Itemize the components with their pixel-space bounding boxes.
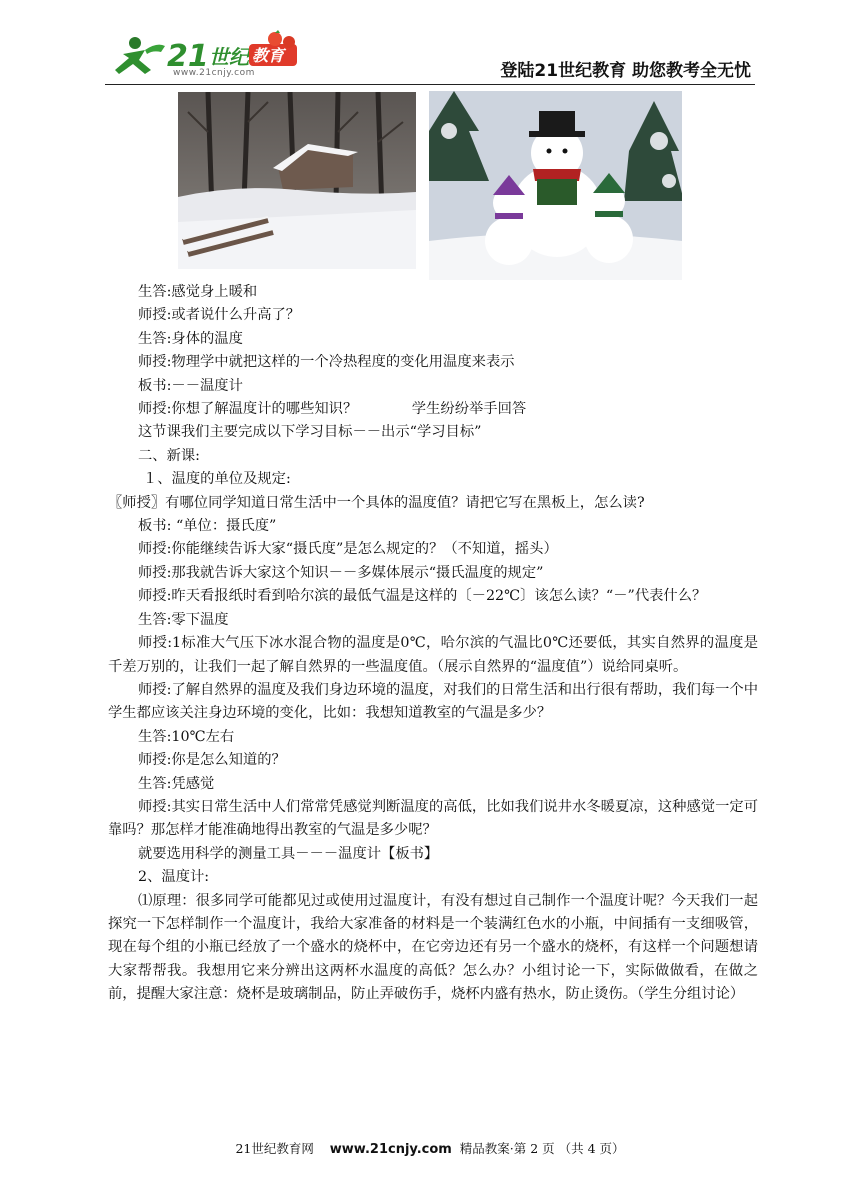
dialogue-line: 师授:那我就告诉大家这个知识－－多媒体展示“摄氏温度的规定” [138,564,544,581]
dialogue-line: 师授:物理学中就把这样的一个冷热程度的变化用温度来表示 [138,354,515,371]
dialogue-line: 师授:你想了解温度计的哪些知识？ 学生纷纷举手回答 [138,401,527,418]
page-header [105,30,755,86]
dialogue-line: 板书: “单位：摄氏度” [138,518,277,535]
dialogue-line: 就要选用科学的测量工具－－－温度计【板书】 [138,845,439,862]
footer-page-info: 精品教案·第 2 页 （共 4 页） [459,1141,625,1156]
svg-text:21: 21 [167,39,209,74]
dialogue-line: 生答:身体的温度 [138,330,243,347]
section-heading: 二、新课: [138,447,201,464]
dialogue-line: 师授:你是怎么知道的？ [138,752,286,769]
header-slogan: 登陆21世纪教育 助您教考全无忧 [500,61,751,81]
subsection-heading: １、温度的单位及规定: [143,471,291,488]
snowmen-photo [429,91,682,280]
subsection-heading: 2、温度计: [138,869,210,886]
dialogue-line: ⑴原理：很多同学可能都见过或使用过温度计，有没有想过自己制作一个温度计呢？今天我们一起探究一下怎样制作一个温度计，我给大家准备的材料是一个装满红色水的小瓶，中间插有一支细吸管，现在每个组的小瓶已经放了一个盛水的烧杯中，在它旁边还有另一个盛水的烧杯，有这样一个问题想请大家帮帮我。我想用它来分辨出这两杯水温度的高低？怎么办？小组讨论一下，实际做做看，在做之前，提醒大家注意：烧杯是玻璃制品，防止弄破伤手，烧杯内盛有热水，防止烫伤。（学生分组讨论） [108,892,758,1003]
dialogue-line: 板书:－－温度计 [138,377,243,394]
dialogue-line: 师授:你能继续告诉大家“摄氏度”是怎么规定的？（不知道，摇头） [138,541,558,558]
logo-url: www.21cnjy.com [173,68,255,78]
dialogue-line: 生答:凭感觉 [138,775,215,792]
header-divider [105,84,755,85]
lesson-body [108,281,758,1007]
page-footer [0,1139,860,1157]
dialogue-line: 生答:10℃左右 [138,728,235,745]
dialogue-line: 师授:其实日常生活中人们常常凭感觉判断温度的高低，比如我们说井水冬暖夏凉，这种感觉一定可靠吗？那怎样才能准确地得出教室的气温是多少呢？ [108,798,758,839]
dialogue-line: 师授:昨天看报纸时看到哈尔滨的最低气温是这样的〔－22℃〕该怎么读？“－”代表什么？ [138,588,707,605]
dialogue-line: 师授:了解自然界的温度及我们身边环境的温度，对我们的日常生活和出行很有帮助，我们每一个中学生都应该关注身边环境的变化，比如：我想知道教室的气温是多少？ [108,681,758,722]
svg-text:教育: 教育 [252,46,285,65]
svg-text:世纪: 世纪 [209,45,249,69]
dialogue-line: 这节课我们主要完成以下学习目标－－出示“学习目标” [138,424,482,441]
footer-site: 21世纪教育网 [235,1141,314,1156]
dialogue-line: 生答:零下温度 [138,611,229,628]
dialogue-line: 生答:感觉身上暖和 [138,284,258,300]
snowy-cabin-photo [178,92,416,269]
dialogue-line: 师授:或者说什么升高了？ [138,307,301,324]
dialogue-line: 师授:1标准大气压下冰水混合物的温度是0℃，哈尔滨的气温比0℃还要低，其实自然界的温度是千差万别的，让我们一起了解自然界的一些温度值。（展示自然界的“温度值”）说给同桌听。 [108,635,758,675]
dialogue-line: 〖师授〗有哪位同学知道日常生活中一个具体的温度值？请把它写在黑板上，怎么读? [108,494,645,511]
footer-url: www.21cnjy.com [329,1142,452,1157]
